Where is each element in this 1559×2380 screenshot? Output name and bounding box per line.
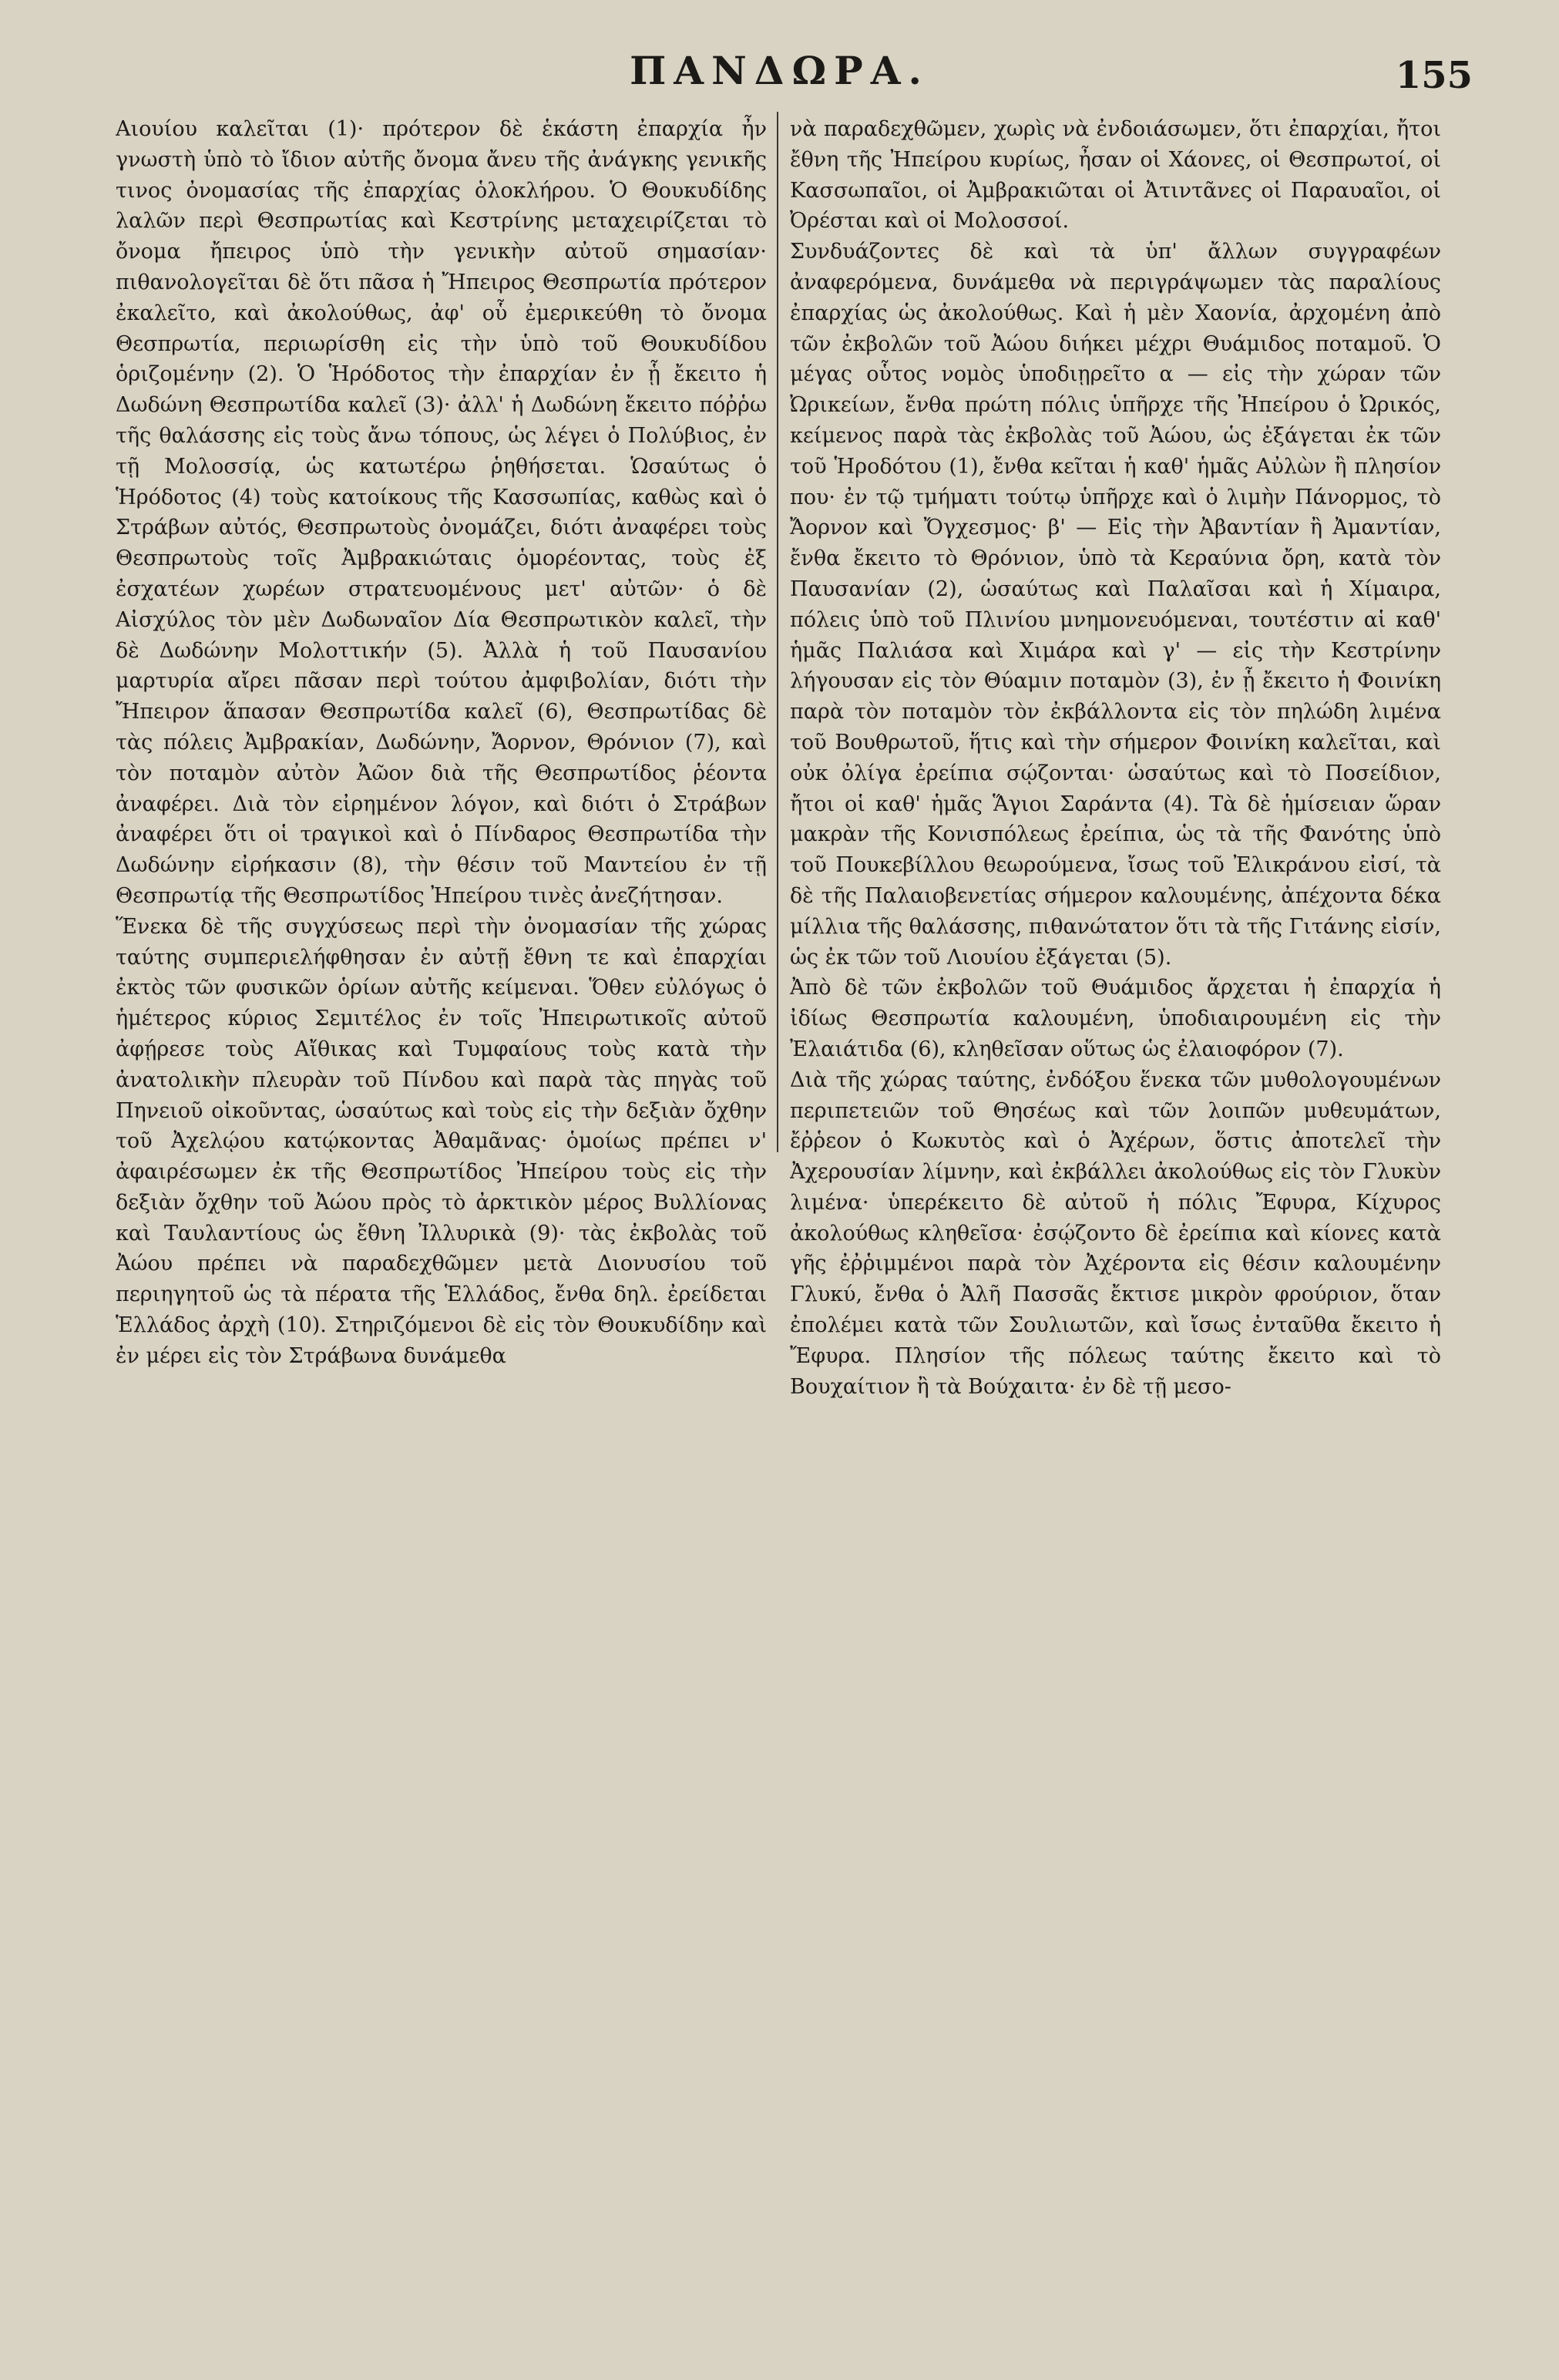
column-divider bbox=[777, 112, 778, 1152]
left-column-text: Αιουίου καλεῖται (1)· πρότερον δὲ ἑκάστη ἐπαρχία ἦν γνωστὴ ὑπὸ τὸ ἴδιον αὐτῆς ὄνομα ἄνευ τῆς ἀνάγκης γενικῆς τινος ὀνομασίας τῆς ἐπαρχίας ὁλοκλήρου. Ὁ Θουκυδίδης λαλῶν περὶ Θεσπρωτίας καὶ Κεστρίνης μεταχειρίζεται τὸ ὄνομα ἤπειρος ὑπὸ τὴν γενικὴν αὐτοῦ σημασίαν· πιθανολογεῖται δὲ ὅτι πᾶσα ἡ Ἤπειρος Θεσπρωτία πρότερον ἐκαλεῖτο, καὶ ἀκολούθως, ἀφ' οὗ ἐμερικεύθη τὸ ὄνομα Θεσπρωτία, περιωρίσθη εἰς τὴν ὑπὸ τοῦ Θουκυδίδου ὁριζομένην (2). Ὁ Ἡρόδοτος τὴν ἐπαρχίαν ἐν ᾗ ἔκειτο ἡ Δωδώνη Θεσπρωτίδα καλεῖ (3)· ἀλλ' ἡ Δωδώνη ἔκειτο πόῤῥω τῆς θαλάσσης εἰς τοὺς ἄνω τόπους, ὡς λέγει ὁ Πολύβιος, ἐν τῇ Μολοσσίᾳ, ὡς κατωτέρω ῥηθήσεται. Ὡσαύτως ὁ Ἡρόδοτος (4) τοὺς κατοίκους τῆς Κασσωπίας, καθὼς καὶ ὁ Στράβων αὐτός, Θεσπρωτοὺς ὀνομάζει, διότι ἀναφέρει τοὺς Θεσπρωτοὺς τοῖς Ἀμβρακιώταις ὁμορέοντας, τοὺς ἐξ ἐσχατέων χωρέων στρατευομένους μετ' αὐτῶν· ὁ δὲ Αἰσχύλος τὸν μὲν Δωδωναῖον Δία Θεσπρωτικὸν καλεῖ, τὴν δὲ Δωδώνην Μολοττικήν (5). Ἀλλὰ ἡ τοῦ Παυσανίου μαρτυρία αἴρει πᾶσαν περὶ τούτου ἀμφιβολίαν, διότι τὴν Ἤπειρον ἅπασαν Θεσπρωτίδα καλεῖ (6), Θεσπρωτίδας δὲ τὰς πόλεις Ἀμβρακίαν, Δωδώνην, Ἄορνον, Θρόνιον (7), καὶ τὸν ποταμὸν αὐτὸν Ἀῶον διὰ τῆς Θεσπρωτίδος ῥέοντα ἀναφέρει. Διὰ τὸν εἰρημένον λόγον, καὶ διότι ὁ Στράβων ἀναφέρει ὅτι οἱ τραγικοὶ καὶ ὁ Πίνδαρος Θεσπρωτίδα τὴν Δωδώνην εἰρήκασιν (8), τὴν θέσιν τοῦ Μαντείου ἐν τῇ Θεσπρωτίᾳ τῆς Θεσπρωτίδος Ἠπείρου τινὲς ἀνεζήτησαν. Ἕνεκα δὲ τῆς συγχύσεως περὶ τὴν ὀνομασίαν τῆς χώρας ταύτης συμπεριελήφθησαν ἐν αὐτῇ ἔθνη τε καὶ ἐπαρχίαι ἐκτὸς τῶν φυσικῶν ὁρίων αὐτῆς κείμεναι. Ὅθεν εὐλόγως ὁ ἡμέτερος κύριος Σεμιτέλος ἐν τοῖς Ἠπειρωτικοῖς αὐτοῦ ἀφῄρεσε τοὺς Αἴθικας καὶ Τυμφαίους τοὺς κατὰ τὴν ἀνατολικὴν πλευρὰν τοῦ Πίνδου καὶ παρὰ τὰς πηγὰς τοῦ Πηνειοῦ οἰκοῦντας, ὡσαύτως καὶ τοὺς εἰς τὴν δεξιὰν ὄχθην τοῦ Ἀχελῴου κατῴκοντας Ἀθαμᾶνας· ὁμοίως πρέπει ν' ἀφαιρέσωμεν ἐκ τῆς Θεσπρωτίδος Ἠπείρου τοὺς εἰς τὴν δεξιὰν ὄχθην τοῦ Ἀώου πρὸς τὸ ἀρκτικὸν μέρος Βυλλίονας καὶ Ταυλαντίους ὡς ἔθνη Ἰλλυρικὰ (9)· τὰς ἐκβολὰς τοῦ Ἀώου πρέπει νὰ παραδεχθῶμεν μετὰ Διονυσίου τοῦ περιηγητοῦ ὡς τὰ πέρατα τῆς Ἑλλάδος, ἔνθα δηλ. ἐρείδεται Ἑλλάδος ἀρχὴ (10). Στηριζόμενοι δὲ εἰς τὸν Θουκυδίδην καὶ ἐν μέρει εἰς τὸν Στράβωνα δυνάμεθα bbox=[116, 117, 767, 1368]
page-number: 155 bbox=[1395, 54, 1473, 97]
right-column-text: νὰ παραδεχθῶμεν, χωρὶς νὰ ἐνδοιάσωμεν, ὅτι ἐπαρχίαι, ἤτοι ἔθνη τῆς Ἠπείρου κυρίως, ἦσαν οἱ Χάονες, οἱ Θεσπρωτοί, οἱ Κασσωπαῖοι, οἱ Ἀμβρακιῶται οἱ Ἀτιντᾶνες οἱ Παραυαῖοι, οἱ Ὀρέσται καὶ οἱ Μολοσσοί. Συνδυάζοντες δὲ καὶ τὰ ὑπ' ἄλλων συγγραφέων ἀναφερόμενα, δυνάμεθα νὰ περιγράψωμεν τὰς παραλίους ἐπαρχίας ὡς ἀκολούθως. Καὶ ἡ μὲν Χαονία, ἀρχομένη ἀπὸ τῶν ἐκβολῶν τοῦ Ἀώου διήκει μέχρι Θυάμιδος ποταμοῦ. Ὁ μέγας οὗτος νομὸς ὑποδιῃρεῖτο α — εἰς τὴν χώραν τῶν Ὠρικείων, ἔνθα πρώτη πόλις ὑπῆρχε τῆς Ἠπείρου ὁ Ὠρικός, κείμενος παρὰ τὰς ἐκβολὰς τοῦ Ἀώου, ὡς ἐξάγεται ἐκ τῶν τοῦ Ἡροδότου (1), ἔνθα κεῖται ἡ καθ' ἡμᾶς Αὐλὼν ἢ πλησίον που· ἐν τῷ τμήματι τούτῳ ὑπῆρχε καὶ ὁ λιμὴν Πάνορμος, τὸ Ἄορνον καὶ Ὄγχεσμος· β' — Εἰς τὴν Ἀβαντίαν ἢ Ἀμαντίαν, ἔνθα ἔκειτο τὸ Θρόνιον, ὑπὸ τὰ Κεραύνια ὄρη, κατὰ τὸν Παυσανίαν (2), ὡσαύτως καὶ Παλαῖσαι καὶ ἡ Χίμαιρα, πόλεις ὑπὸ τοῦ Πλινίου μνημονευόμεναι, τουτέστιν αἱ καθ' ἡμᾶς Παλιάσα καὶ Χιμάρα καὶ γ' — εἰς τὴν Κεστρίνην λήγουσαν εἰς τὸν Θύαμιν ποταμὸν (3), ἐν ᾗ ἔκειτο ἡ Φοινίκη παρὰ τὸν ποταμὸν τὸν ἐκβάλλοντα εἰς τὸν πηλώδη λιμένα τοῦ Βουθρωτοῦ, ἥτις καὶ τὴν σήμερον Φοινίκη καλεῖται, καὶ οὐκ ὀλίγα ἐρείπια σῴζονται· ὡσαύτως καὶ τὸ Ποσείδιον, ἤτοι οἱ καθ' ἡμᾶς Ἅγιοι Σαράντα (4). Τὰ δὲ ἡμίσειαν ὥραν μακρὰν τῆς Κονισπόλεως ἐρείπια, ὡς τὰ τῆς Φανότης ὑπὸ τοῦ Πουκεβίλλου θεωρούμενα, ἴσως τοῦ Ἐλικράνου εἰσί, τὰ δὲ τῆς Παλαιοβενετίας σήμερον καλουμένης, ἀπέχοντα δέκα μίλλια τῆς θαλάσσης, πιθανώτατον ὅτι τὰ τῆς Γιτάνης εἰσίν, ὡς ἐκ τῶν τοῦ Λιουίου ἐξάγεται (5). Ἀπὸ δὲ τῶν ἐκβολῶν τοῦ Θυάμιδος ἄρχεται ἡ ἐπαρχία ἡ ἰδίως Θεσπρωτία καλουμένη, ὑποδιαιρουμένη εἰς τὴν Ἐλαιάτιδα (6), κληθεῖσαν οὕτως ὡς ἐλαιοφόρον (7). Διὰ τῆς χώρας ταύτης, ἐνδόξου ἕνεκα τῶν μυθολογουμένων περιπετειῶν τοῦ Θησέως καὶ τῶν λοιπῶν μυθευμάτων, ἔῤῥεον ὁ Κωκυτὸς καὶ ὁ Ἀχέρων, ὅστις ἀποτελεῖ τὴν Ἀχερουσίαν λίμνην, καὶ ἐκβάλλει ἀκολούθως εἰς τὸν Γλυκὺν λιμένα· ὑπερέκειτο δὲ αὐτοῦ ἡ πόλις Ἔφυρα, Κίχυρος ἀκολούθως κληθεῖσα· ἐσῴζοντο δὲ ἐρείπια καὶ κίονες κατὰ γῆς ἐῤῥιμμένοι παρὰ τὸν Ἀχέροντα εἰς θέσιν καλουμένην Γλυκύ, ἔνθα ὁ Ἀλῆ Πασσᾶς ἔκτισε μικρὸν φρούριον, ὅταν ἐπολέμει κατὰ τῶν Σουλιωτῶν, καὶ ἴσως ἐνταῦθα ἔκειτο ἡ Ἔφυρα. Πλησίον τῆς πόλεως ταύτης ἔκειτο καὶ τὸ Βουχαίτιον ἢ τὰ Βούχαιτα· ἐν δὲ τῇ μεσο- bbox=[790, 117, 1441, 1399]
running-title: ΠΑΝΔΩΡΑ. bbox=[630, 48, 929, 93]
